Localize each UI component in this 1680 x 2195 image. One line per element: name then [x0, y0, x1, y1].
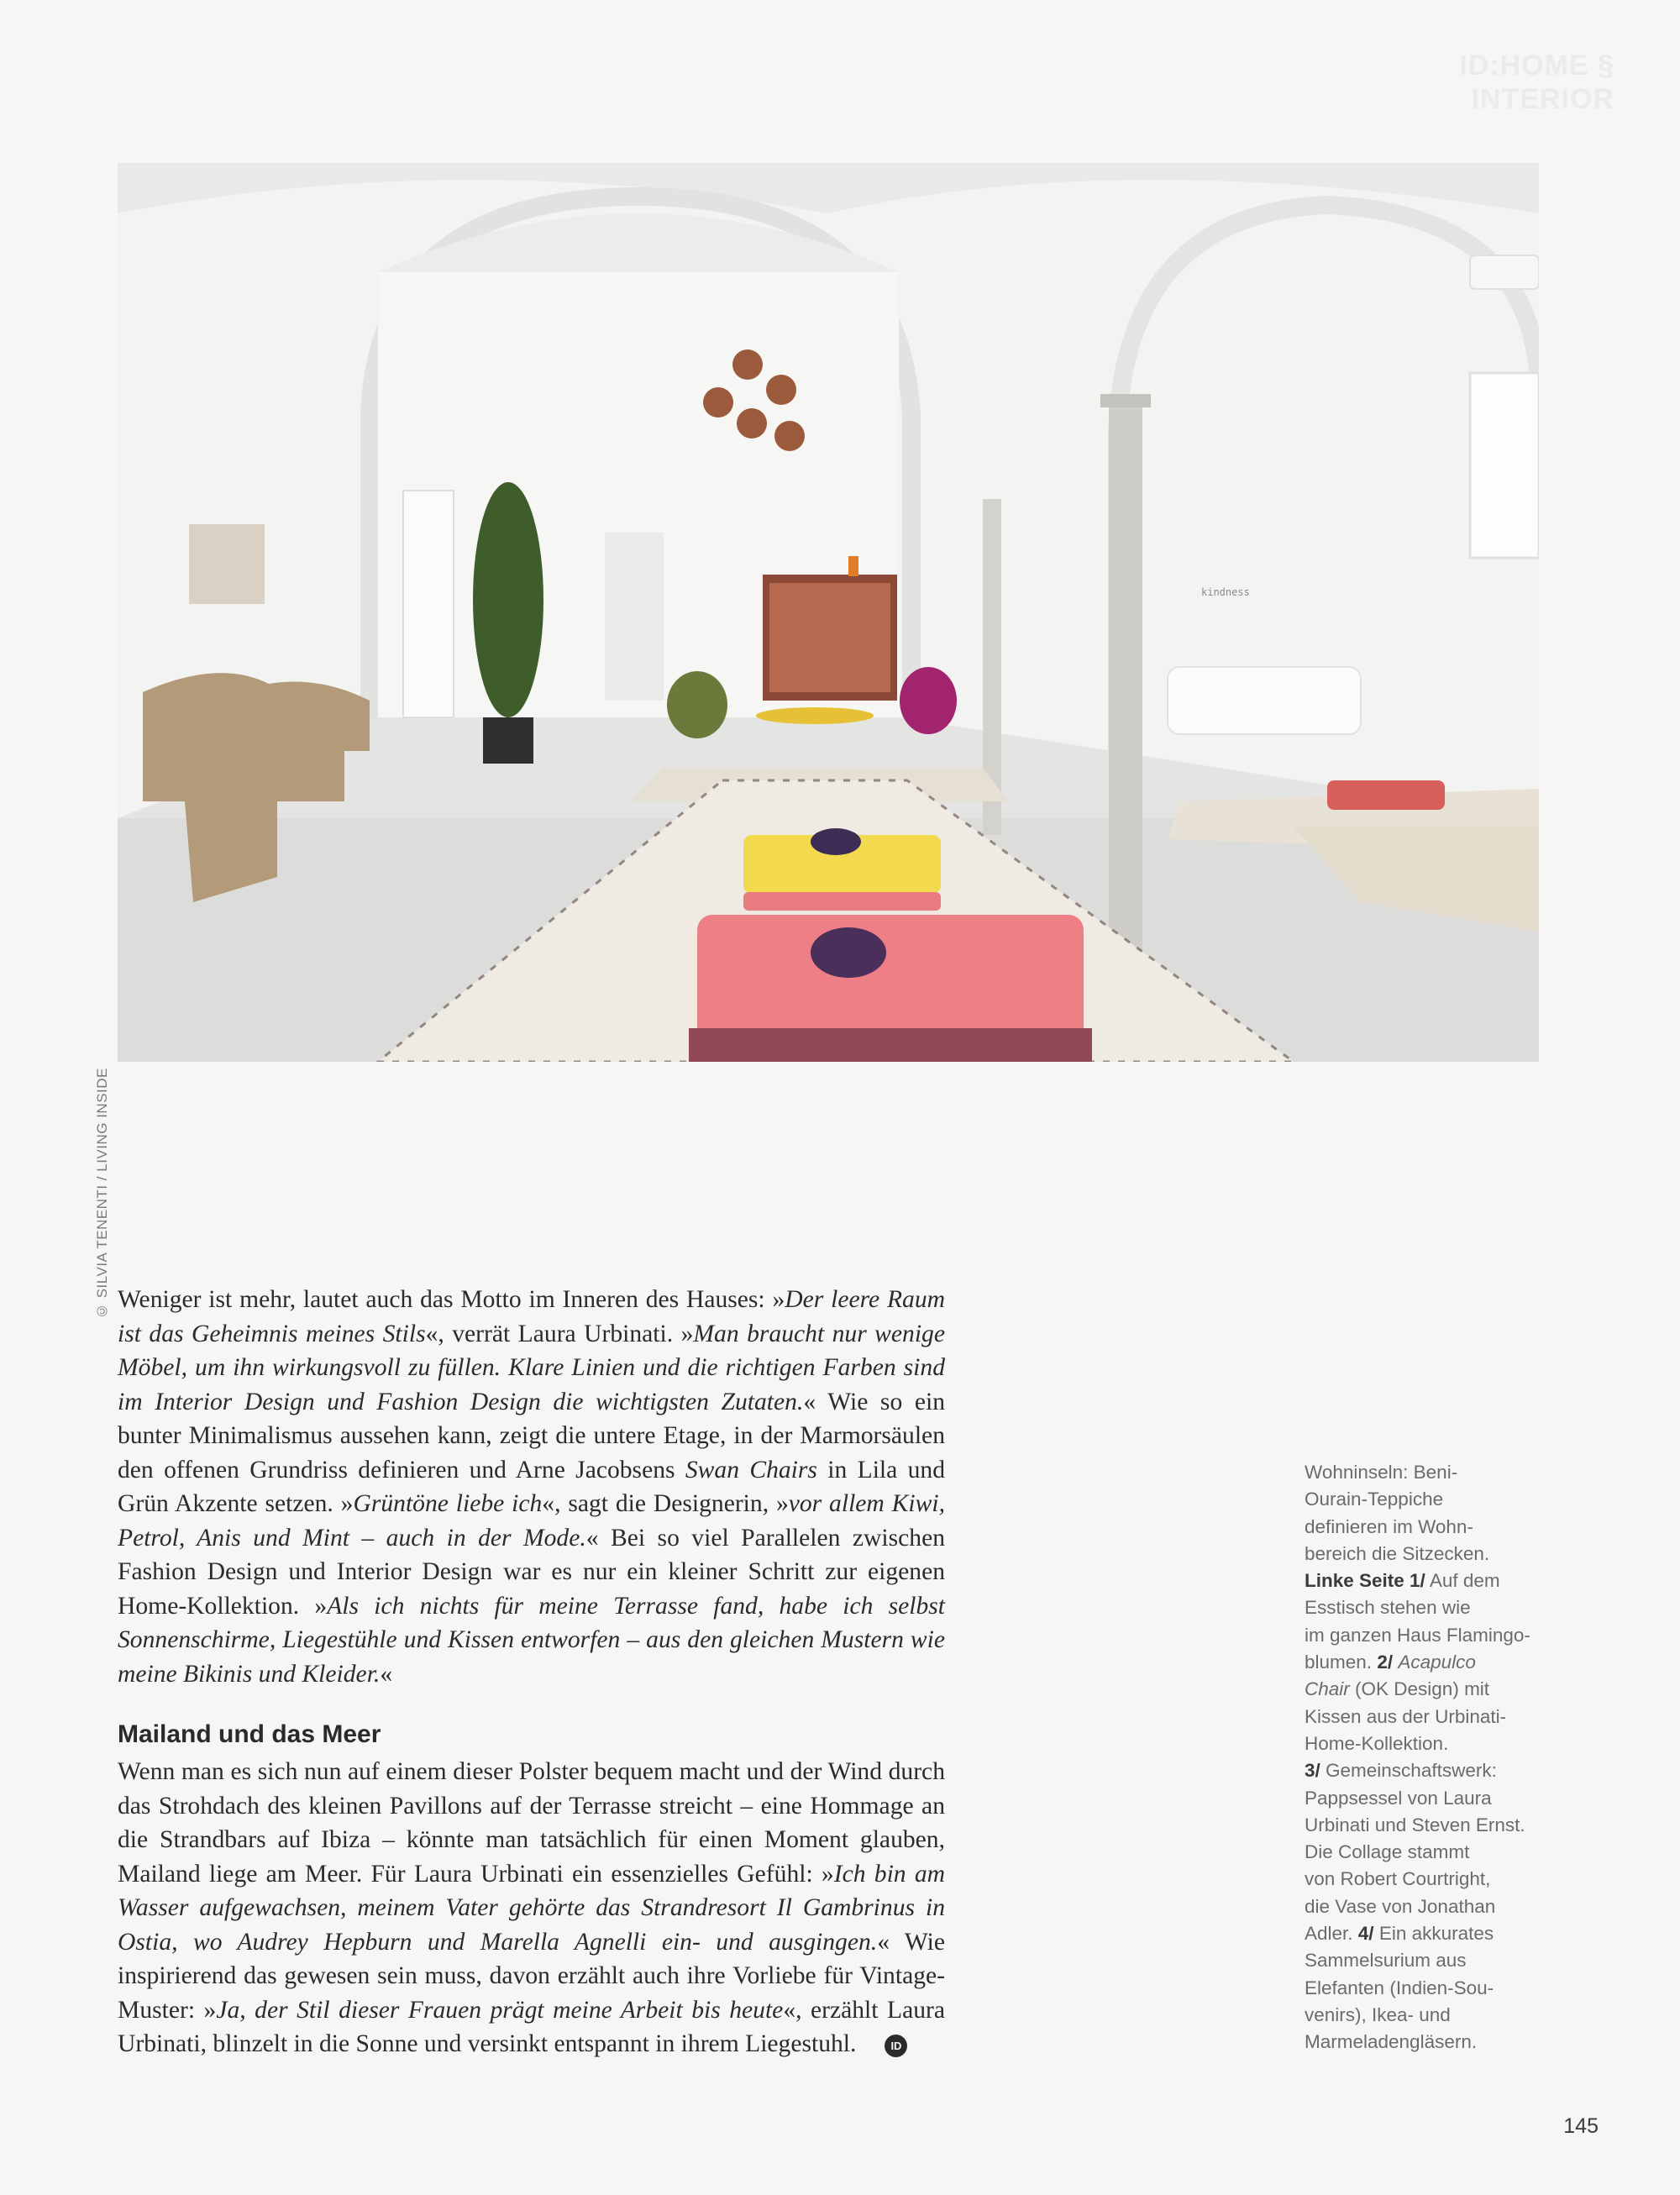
caption-line: [1305, 1920, 1498, 1947]
text-run-italic: vor allem Kiwi, Petrol, Anis und Mint – auch in der Mode.: [118, 1490, 945, 1552]
running-head-line-1: ID:HOME §: [1459, 50, 1614, 81]
text-run-italic: Der leere Raum ist das Geheimnis meines Stils: [118, 1286, 945, 1347]
caption-line: [1305, 1567, 1498, 1594]
interior-photo: [118, 163, 1539, 1062]
text-run-italic: Grüntöne liebe ich: [353, 1490, 543, 1517]
caption-text: Esstisch stehen wie: [1305, 1597, 1471, 1619]
caption-text: Home-Kollektion.: [1305, 1732, 1449, 1754]
interior-photo-illustration: [118, 163, 1539, 1062]
caption-line: [1305, 2002, 1498, 2029]
photo-column-capital: [1100, 394, 1151, 407]
text-run-italic: Man braucht nur wenige Möbel, um ihn wirkungsvoll zu füllen. Klare Linien und die richtigen Farben sind im Interior Design und Fashion Design die wichtigsten Zutaten.: [118, 1320, 945, 1415]
caption-line: [1305, 1486, 1498, 1513]
photo-table: [756, 707, 874, 724]
photo-plant: [473, 482, 543, 717]
article-paragraph-1: [118, 1283, 945, 1691]
caption-label: 4/: [1357, 1923, 1374, 1945]
caption-line: [1305, 2029, 1498, 2056]
caption-text: bereich die Sitzecken.: [1305, 1542, 1490, 1564]
caption-text: Kissen aus der Urbinati-: [1305, 1705, 1507, 1727]
text-run-italic: Als ich nichts für meine Terrasse fand, habe ich selbst Sonnenschirme, Liegestühle und Kissen entworfen – aus den gleichen Mustern wie meine Bikinis und Kleider.: [118, 1592, 946, 1688]
end-mark-icon: ID: [885, 2035, 907, 2057]
caption-line: [1305, 1541, 1498, 1567]
photo-vase: [848, 556, 858, 576]
running-head: [1459, 49, 1614, 116]
caption-line: [1305, 1514, 1498, 1541]
caption-text: venirs), Ikea- und: [1305, 2003, 1451, 2025]
photo-sofa: [1168, 667, 1361, 734]
photo-wall-text: kindness: [1201, 586, 1250, 598]
photo-air-conditioner: [1470, 255, 1539, 289]
caption-text: Die Collage stammt: [1305, 1841, 1470, 1863]
caption-line: [1305, 1676, 1498, 1703]
photo-pillow-patterned: [811, 927, 886, 978]
text-run: «: [380, 1660, 393, 1688]
photo-plant-pot: [483, 717, 533, 764]
photo-lamp: [774, 421, 805, 451]
caption-line: [1305, 1594, 1498, 1621]
text-run: Wenn man es sich nun auf einem dieser Polster bequem macht und der Wind durch das Strohdach des kleinen Pavillons auf der Terrasse streicht – eine Hommage an die Strandbars auf Ibiza – könnte man tatsächlich für einen Moment glauben, Mailand liege am Meer. Für Laura Urbinati ein essenzielles Gefühl: »: [118, 1758, 945, 1888]
photo-lamp: [737, 408, 767, 438]
photo-floor-cushion-right: [1327, 780, 1445, 810]
text-run: Weniger ist mehr, lautet auch das Motto im Inneren des Hauses: »: [118, 1286, 785, 1313]
caption-text: von Robert Courtright,: [1305, 1868, 1491, 1890]
caption-text: blumen.: [1305, 1652, 1378, 1673]
running-head-line-2: INTERIOR: [1471, 83, 1614, 115]
text-run: «, sagt die Designerin, »: [542, 1490, 789, 1517]
text-run: « Bei so viel Parallelen zwischen Fashion Design und Interior Design war es nur ein kleiner Schritt zur eigenen Home-Kollektion. »: [118, 1524, 945, 1620]
photo-pillow-small: [811, 828, 861, 855]
caption-text: die Vase von Jonathan: [1305, 1895, 1496, 1917]
caption-line: [1305, 1947, 1498, 1974]
photo-lamp: [732, 349, 763, 380]
article-body: [118, 1283, 945, 2061]
article-paragraph-2: [118, 1755, 945, 2061]
caption-line: [1305, 1649, 1498, 1676]
caption-text: Urbinati und Steven Ernst.: [1305, 1814, 1525, 1835]
text-run-italic: Ja, der Stil dieser Frauen prägt meine Arbeit bis heute: [216, 1996, 784, 2024]
caption-line: [1305, 1730, 1498, 1757]
article-subheading: Mailand und das Meer: [118, 1720, 381, 1748]
caption-text: Ein akkurates: [1373, 1923, 1494, 1945]
caption-text: Pappsessel von Laura: [1305, 1787, 1492, 1809]
caption-text: definieren im Wohn-: [1305, 1515, 1473, 1537]
caption-text: Adler.: [1305, 1923, 1358, 1945]
photo-door: [403, 491, 454, 717]
caption-text: Sammelsurium aus: [1305, 1950, 1467, 1972]
photo-window: [1470, 373, 1539, 558]
caption-line: [1305, 1975, 1498, 2002]
photo-lamp: [703, 387, 733, 417]
page-number: 145: [1563, 2114, 1599, 2138]
text-run: «, erzählt Laura Urbinati, blinzelt in die Sonne und versinkt entspannt in ihrem Liegestuhl.: [118, 1996, 945, 2057]
photo-swan-chair-purple: [900, 667, 957, 734]
caption-text: Auf dem: [1425, 1570, 1500, 1592]
photo-column-front: [1109, 398, 1142, 986]
caption-text: Chair: [1305, 1678, 1350, 1700]
caption-line: [1305, 1812, 1525, 1839]
caption-line: [1305, 1757, 1498, 1784]
caption-line: [1305, 1704, 1507, 1730]
caption-label: 3/: [1305, 1760, 1320, 1782]
caption-text: Gemeinschaftswerk:: [1320, 1760, 1497, 1782]
caption-text: Ourain-Teppiche: [1305, 1489, 1444, 1510]
text-run: «, verrät Laura Urbinati. »: [425, 1320, 694, 1347]
caption-text: (OK Design) mit: [1349, 1678, 1490, 1700]
caption-label: Linke Seite 1/: [1305, 1570, 1425, 1592]
caption-line: [1305, 1866, 1498, 1893]
text-run: in Lila und Grün Akzente setzen. »: [118, 1456, 945, 1517]
photo-bookshelf-books: [769, 583, 890, 692]
photo-caption: [1305, 1459, 1530, 2056]
text-run-italic: Ich bin am Wasser aufgewachsen, meinem Vater gehörte das Strandresort Il Gambrinus in Ostia, wo Audrey Hepburn und Marella Agnelli ein- und ausgingen.: [118, 1860, 945, 1956]
caption-line: [1305, 1893, 1498, 1920]
photo-collage: [189, 524, 265, 604]
caption-label: 2/: [1377, 1652, 1394, 1673]
photo-swan-chair-green: [667, 671, 727, 738]
photo-radiator: [605, 533, 664, 701]
caption-line: [1305, 1622, 1530, 1649]
caption-text: Marmeladengläsern.: [1305, 2031, 1478, 2053]
text-run: « Wie so ein bunter Minimalismus aussehen kann, zeigt die untere Etage, in der Marmorsäulen den offenen Grundriss definieren und Arne Jacobsens: [118, 1388, 946, 1483]
caption-text: im ganzen Haus Flamingo-: [1305, 1624, 1530, 1646]
text-run-italic: Swan Chairs: [685, 1456, 817, 1483]
caption-line: [1305, 1785, 1498, 1812]
caption-text: Wohninseln: Beni-: [1305, 1462, 1458, 1483]
photo-cushion-pink-small: [743, 892, 941, 911]
caption-line: [1305, 1839, 1498, 1866]
caption-text: Acapulco: [1398, 1652, 1476, 1673]
text-run: « Wie inspirierend das gewesen sein muss, davon erzählt auch ihre Vorliebe für Vintage-Muster: »: [118, 1928, 946, 2024]
photo-credit: © SILVIA TENENTI / LIVING INSIDE: [94, 1068, 110, 1319]
caption-line: [1305, 1459, 1498, 1486]
caption-text: Elefanten (Indien-Sou-: [1305, 1977, 1494, 1998]
photo-lamp: [766, 375, 796, 405]
photo-cushion-base: [689, 1028, 1092, 1062]
